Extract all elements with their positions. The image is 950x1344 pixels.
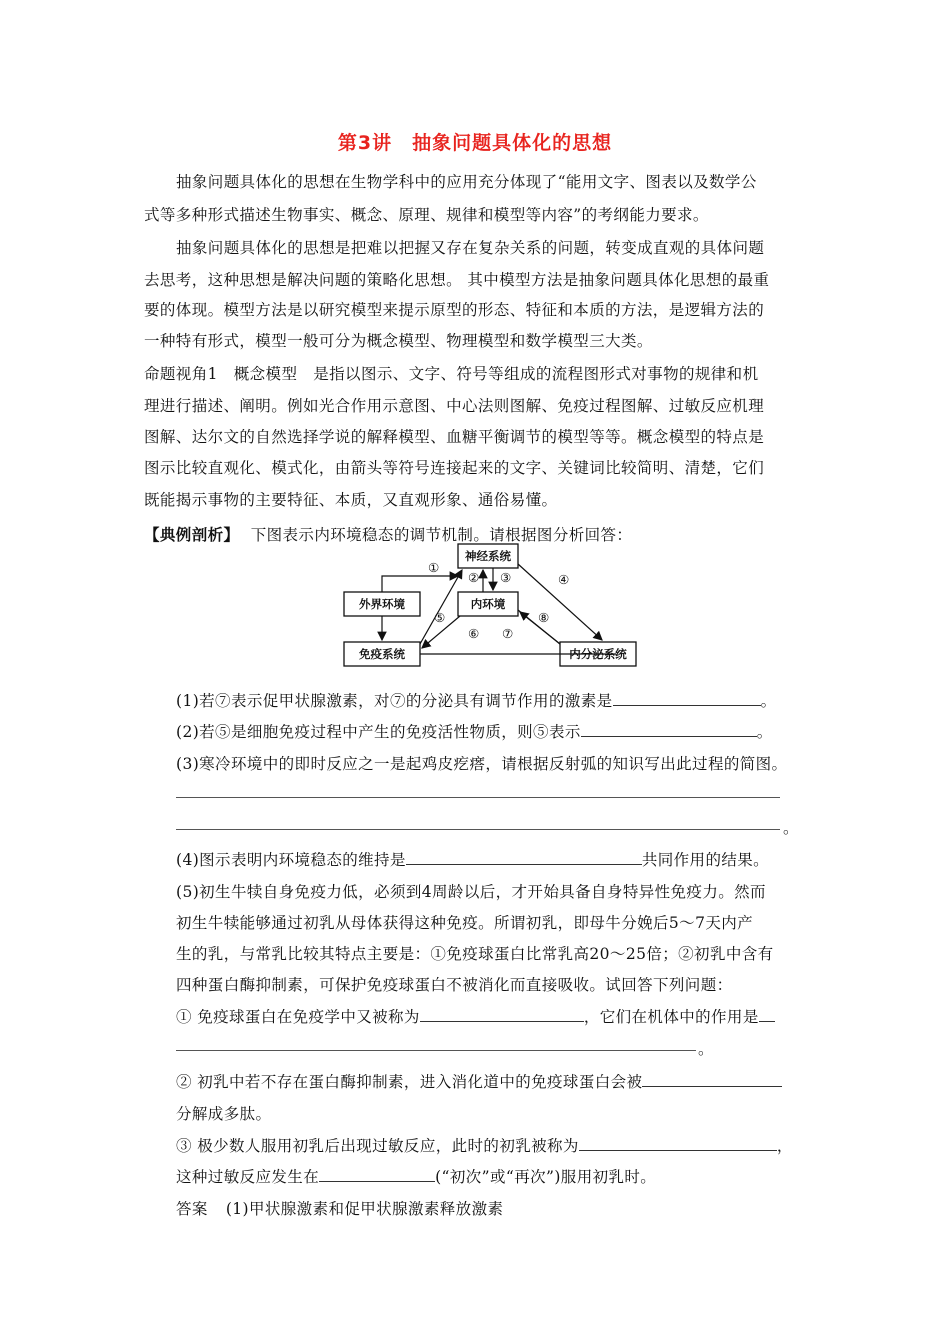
section-line: 理进行描述、阐明。例如光合作用示意图、中心法则图解、免疫过程图解、过敏反应机理 (144, 397, 765, 415)
intro-line: 抽象问题具体化的思想是把难以把握又存在复杂关系的问题，转变成直观的具体问题 (176, 239, 765, 257)
intro-line: 式等多种形式描述生物事实、概念、原理、规律和模型等内容”的考纲能力要求。 (144, 206, 709, 224)
label-internal: 内环境 (470, 597, 506, 611)
subquestion-1-text-b: ，它们在机体中的作用是 (583, 1008, 759, 1026)
answer-line (176, 1197, 503, 1219)
question-4-end: 共同作用的结果。 (641, 851, 770, 869)
example-text: 下图表示内环境稳态的调节机制。请根据图分析回答： (250, 526, 633, 544)
question-5-line: 生的乳，与常乳比较其特点主要是：①免疫球蛋白比常乳高20～25倍；②初乳中含有 (176, 945, 774, 963)
answer-blank-8[interactable] (319, 1167, 435, 1182)
answer-blank-1[interactable] (613, 691, 761, 706)
answer-blank-7[interactable] (579, 1136, 777, 1151)
question-3: (3)寒冷环境中的即时反应之一是起鸡皮疙瘩，请根据反射弧的知识写出此过程的简图。 (176, 755, 788, 773)
num-3: ③ (500, 570, 512, 585)
num-4: ④ (558, 572, 570, 587)
question-1-text: (1)若⑦表示促甲状腺激素，对⑦的分泌具有调节作用的激素是 (176, 692, 613, 710)
question-1 (176, 689, 776, 711)
question-2 (176, 720, 773, 742)
answer-label: 答案 (176, 1200, 208, 1218)
subquestion-2-text: ② 初乳中若不存在蛋白酶抑制素，进入消化道中的免疫球蛋白会被 (176, 1073, 643, 1091)
question-4-text: (4)图示表明内环境稳态的维持是 (176, 851, 406, 869)
intro-line: 抽象问题具体化的思想在生物学科中的应用充分体现了“能用文字、图表以及数学公 (176, 173, 757, 191)
subquestion-3-text: ③ 极少数人服用初乳后出现过敏反应，此时的初乳被称为 (176, 1137, 579, 1155)
label-external: 外界环境 (359, 597, 405, 611)
subquestion-2-end: 分解成多肽。 (176, 1105, 272, 1123)
question-3-end: 。 (783, 819, 799, 837)
subquestion-3b-end: (“初次”或“再次”)服用初乳时。 (435, 1168, 657, 1186)
answer-blank-5b-start[interactable] (759, 1007, 775, 1022)
homeostasis-diagram (340, 540, 627, 670)
num-5: ⑤ (434, 610, 446, 625)
subquestion-2 (176, 1070, 782, 1092)
answer-line-5b[interactable] (176, 1050, 696, 1051)
answer-blank-6[interactable] (642, 1072, 782, 1087)
answer-blank-4[interactable] (406, 850, 642, 865)
answer-blank-2[interactable] (581, 722, 757, 737)
subquestion-3b-text: 这种过敏反应发生在 (176, 1168, 320, 1186)
arrow-5 (420, 570, 462, 644)
answer-line-3b[interactable] (176, 829, 780, 830)
num-2: ② (468, 570, 480, 585)
question-5-line: 四种蛋白酶抑制素，可保护免疫球蛋白不被消化而直接吸收。试回答下列问题： (176, 976, 733, 994)
example-tag: 【典例剖析】 (144, 526, 240, 544)
question-5-line: 初生牛犊能够通过初乳从母体获得这种免疫。所谓初乳，即母牛分娩后5～7天内产 (176, 914, 754, 932)
question-2-end: 。 (756, 723, 773, 741)
section-line: 图解、达尔文的自然选择学说的解释模型、血糖平衡调节的模型等等。概念模型的特点是 (144, 428, 765, 446)
section-line: 命题视角1 概念模型 是指以图示、文字、符号等组成的流程图形式对事物的规律和机 (144, 365, 759, 383)
question-4 (176, 848, 769, 870)
subquestion-1-end: 。 (698, 1040, 714, 1058)
intro-line: 要的体现。模型方法是以研究模型来提示原型的形态、特征和本质的方法，是逻辑方法的 (144, 301, 765, 319)
num-1: ① (428, 560, 440, 575)
label-immune: 免疫系统 (359, 647, 405, 661)
subquestion-3b (176, 1165, 656, 1187)
label-endocrine: 内分泌系统 (569, 647, 627, 661)
page-title: 第3讲 抽象问题具体化的思想 (337, 132, 613, 154)
label-nervous: 神经系统 (465, 549, 511, 563)
subquestion-3 (176, 1134, 793, 1156)
question-2-text: (2)若⑤是细胞免疫过程中产生的免疫活性物质，则⑤表示 (176, 723, 581, 741)
intro-line: 一种特有形式，模型一般可分为概念模型、物理模型和数学模型三大类。 (144, 332, 653, 350)
section-line: 图示比较直观化、模式化，由箭头等符号连接起来的文字、关键词比较简明、清楚，它们 (144, 459, 765, 477)
subquestion-1-text: ① 免疫球蛋白在免疫学中又被称为 (176, 1008, 420, 1026)
num-7: ⑦ (502, 626, 514, 641)
answer-1: (1)甲状腺激素和促甲状腺激素释放激素 (225, 1200, 504, 1218)
arrow-1 (382, 576, 458, 592)
num-6: ⑥ (468, 626, 480, 641)
question-5-line: (5)初生牛犊自身免疫力低，必须到4周龄以后，才开始具备自身特异性免疫力。然而 (176, 883, 766, 901)
num-8: ⑧ (538, 610, 550, 625)
answer-line-3a[interactable] (176, 797, 780, 798)
section-line: 既能揭示事物的主要特征、本质，又直观形象、通俗易懂。 (144, 491, 558, 509)
intro-line: 去思考，这种思想是解决问题的策略化思想。 其中模型方法是抽象问题具体化思想的最重 (144, 271, 770, 289)
answer-blank-5a[interactable] (420, 1007, 584, 1022)
subquestion-1 (176, 1005, 775, 1027)
subquestion-3-comma: ， (776, 1137, 793, 1155)
question-1-end: 。 (760, 692, 777, 710)
